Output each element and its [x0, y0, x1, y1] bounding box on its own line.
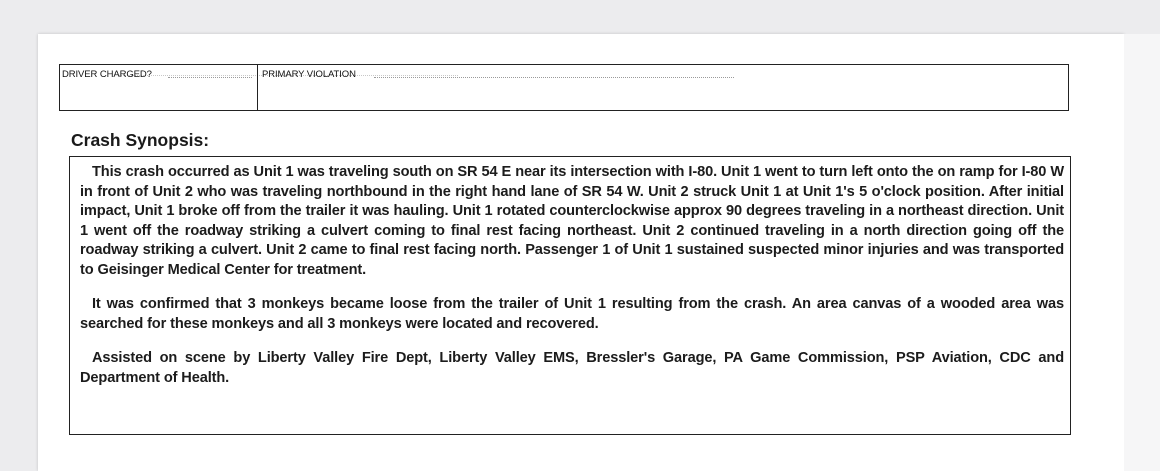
- primary-violation-label: PRIMARY VIOLATION: [262, 69, 356, 80]
- driver-charged-fill-line: [168, 77, 252, 78]
- synopsis-paragraph-2: It was confirmed that 3 monkeys became loose from the trailer of Unit 1 resulting from the crash. An area canvas of a wooded area was searched for these monkeys and all 3 monkeys were located and recovered.: [80, 296, 1064, 332]
- synopsis-paragraph-3: Assisted on scene by Liberty Valley Fire Dept, Liberty Valley EMS, Bressler's Garage, PA Game Commission, PSP Aviation, CDC and Department of Health.: [80, 350, 1064, 386]
- synopsis-box: [69, 156, 1071, 435]
- primary-violation-fill-line: [374, 77, 734, 78]
- driver-charged-cell: [60, 65, 258, 110]
- synopsis-title: Crash Synopsis:: [71, 130, 210, 150]
- primary-violation-cell: [258, 65, 1068, 110]
- driver-charged-label: DRIVER CHARGED?: [62, 69, 152, 80]
- report-page: [38, 34, 1124, 471]
- viewer-margin: [1124, 34, 1160, 471]
- header-form-table: [59, 64, 1069, 111]
- synopsis-paragraph-1: This crash occurred as Unit 1 was traveling south on SR 54 E near its intersection with I-80. Unit 1 went to turn left onto the on ramp for I-80 W in front of Unit 2 who was traveling northbound in the right hand lane of SR 54 W. Unit 2 struck Unit 1 at Unit 1's 5 o'clock position. After initial impact, Unit 1 broke off from the trailer it was hauling. Unit 1 rotated counterclockwise approx 90 degrees traveling in a northeast direction. Unit 1 went off the roadway striking a culvert coming to final rest facing northeast. Unit 2 continued traveling in a north direction going off the roadway striking a culvert. Unit 2 came to final rest facing north. Passenger 1 of Unit 1 sustained suspected minor injuries and was transported to Geisinger Medical Center for treatment.: [80, 164, 1064, 278]
